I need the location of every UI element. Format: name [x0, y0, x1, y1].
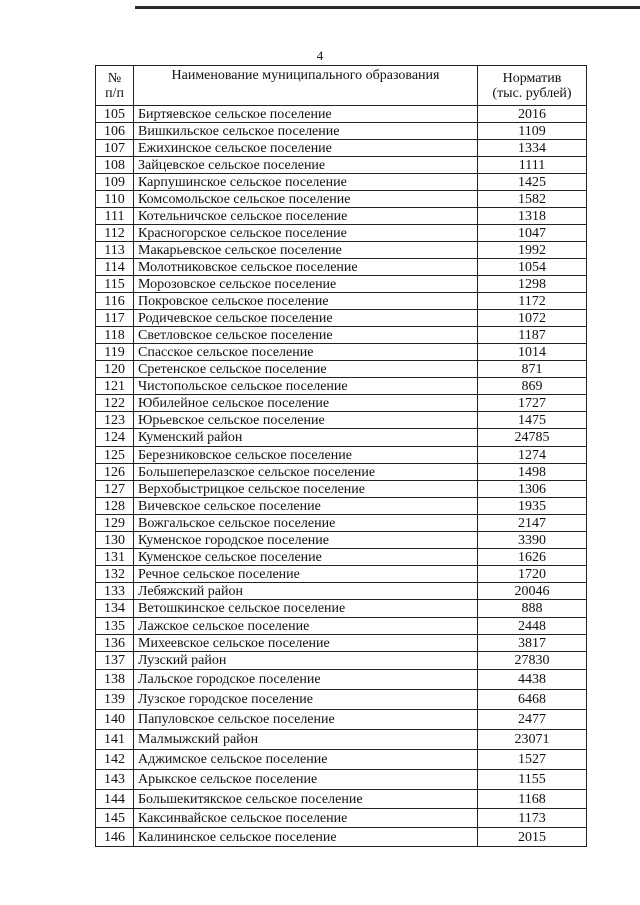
row-value: 24785 [478, 429, 587, 447]
table-row [96, 481, 587, 498]
table-row [96, 670, 587, 690]
row-number: 143 [96, 770, 134, 790]
row-value: 1111 [478, 157, 587, 174]
table-row [96, 618, 587, 635]
row-number: 118 [96, 327, 134, 344]
table-row [96, 106, 587, 123]
row-name: Карпушинское сельское поселение [134, 174, 478, 191]
table-row [96, 730, 587, 750]
row-name: Чистопольское сельское поселение [134, 378, 478, 395]
table-row [96, 750, 587, 770]
table-row [96, 429, 587, 447]
row-value: 1168 [478, 790, 587, 809]
row-number: 132 [96, 566, 134, 583]
row-value: 1626 [478, 549, 587, 566]
row-value: 1072 [478, 310, 587, 327]
row-value: 1334 [478, 140, 587, 157]
page-number: 4 [316, 48, 324, 63]
row-name: Речное сельское поселение [134, 566, 478, 583]
row-value: 3817 [478, 635, 587, 652]
norms-table [95, 65, 587, 847]
row-value: 1727 [478, 395, 587, 412]
row-name: Аджимское сельское поселение [134, 750, 478, 770]
row-name: Березниковское сельское поселение [134, 447, 478, 464]
row-number: 115 [96, 276, 134, 293]
row-number: 142 [96, 750, 134, 770]
table-row [96, 652, 587, 670]
row-number: 107 [96, 140, 134, 157]
row-number: 133 [96, 583, 134, 600]
row-name: Молотниковское сельское поселение [134, 259, 478, 276]
row-value: 2147 [478, 515, 587, 532]
header-value-line2: (тыс. рублей) [492, 85, 572, 101]
header-value [478, 66, 587, 106]
row-name: Калининское сельское поселение [134, 828, 478, 847]
row-number: 138 [96, 670, 134, 690]
row-value: 1475 [478, 412, 587, 429]
table-row [96, 157, 587, 174]
row-number: 105 [96, 106, 134, 123]
table-row [96, 378, 587, 395]
row-number: 137 [96, 652, 134, 670]
table-row [96, 600, 587, 618]
row-name: Папуловское сельское поселение [134, 710, 478, 730]
row-name: Спасское сельское поселение [134, 344, 478, 361]
row-value: 20046 [478, 583, 587, 600]
row-value: 23071 [478, 730, 587, 750]
row-value: 1720 [478, 566, 587, 583]
row-value: 2448 [478, 618, 587, 635]
header-number-line1: № [107, 70, 122, 86]
row-value: 1527 [478, 750, 587, 770]
table-row [96, 310, 587, 327]
row-name: Ветошкинское сельское поселение [134, 600, 478, 618]
row-value: 1992 [478, 242, 587, 259]
table-row [96, 447, 587, 464]
row-value: 1425 [478, 174, 587, 191]
row-name: Куменский район [134, 429, 478, 447]
row-name: Большеперелазское сельское поселение [134, 464, 478, 481]
table-row [96, 790, 587, 809]
table-row [96, 123, 587, 140]
row-number: 126 [96, 464, 134, 481]
row-value: 1172 [478, 293, 587, 310]
row-value: 1935 [478, 498, 587, 515]
row-name: Вожгальское сельское поселение [134, 515, 478, 532]
row-name: Арыкское сельское поселение [134, 770, 478, 790]
row-number: 145 [96, 809, 134, 828]
row-number: 125 [96, 447, 134, 464]
table-row [96, 174, 587, 191]
header-name-text: Наименование муниципального образования [171, 68, 440, 83]
table-row [96, 690, 587, 710]
row-number: 128 [96, 498, 134, 515]
row-value: 6468 [478, 690, 587, 710]
header-number [96, 66, 134, 106]
row-value: 1014 [478, 344, 587, 361]
row-number: 123 [96, 412, 134, 429]
row-name: Каксинвайское сельское поселение [134, 809, 478, 828]
row-value: 1498 [478, 464, 587, 481]
table-row [96, 191, 587, 208]
row-name: Макарьевское сельское поселение [134, 242, 478, 259]
row-number: 127 [96, 481, 134, 498]
top-border-line [135, 6, 640, 9]
row-value: 1155 [478, 770, 587, 790]
row-name: Лажское сельское поселение [134, 618, 478, 635]
table-row [96, 710, 587, 730]
row-name: Комсомольское сельское поселение [134, 191, 478, 208]
row-value: 3390 [478, 532, 587, 549]
table-row [96, 532, 587, 549]
row-number: 141 [96, 730, 134, 750]
table-body [96, 106, 587, 847]
row-name: Малмыжский район [134, 730, 478, 750]
row-number: 113 [96, 242, 134, 259]
row-name: Котельничское сельское поселение [134, 208, 478, 225]
table-row [96, 276, 587, 293]
row-number: 121 [96, 378, 134, 395]
row-value: 1298 [478, 276, 587, 293]
table-row [96, 583, 587, 600]
table-row [96, 208, 587, 225]
row-value: 2477 [478, 710, 587, 730]
table-row [96, 498, 587, 515]
table-row [96, 828, 587, 847]
table-row [96, 395, 587, 412]
row-value: 4438 [478, 670, 587, 690]
row-value: 2016 [478, 106, 587, 123]
row-number: 119 [96, 344, 134, 361]
row-name: Юрьевское сельское поселение [134, 412, 478, 429]
table-row [96, 327, 587, 344]
header-name [134, 66, 478, 106]
row-number: 108 [96, 157, 134, 174]
row-value: 888 [478, 600, 587, 618]
table-row [96, 293, 587, 310]
row-value: 27830 [478, 652, 587, 670]
table-row [96, 225, 587, 242]
row-number: 114 [96, 259, 134, 276]
row-number: 112 [96, 225, 134, 242]
table-header-row [96, 66, 587, 106]
row-name: Лальское городское поселение [134, 670, 478, 690]
row-name: Биртяевское сельское поселение [134, 106, 478, 123]
row-number: 120 [96, 361, 134, 378]
row-value: 1173 [478, 809, 587, 828]
table-row [96, 259, 587, 276]
header-number-line2: п/п [105, 85, 124, 101]
row-number: 117 [96, 310, 134, 327]
table-row [96, 242, 587, 259]
row-number: 122 [96, 395, 134, 412]
row-name: Ежихинское сельское поселение [134, 140, 478, 157]
row-value: 1306 [478, 481, 587, 498]
row-value: 1187 [478, 327, 587, 344]
row-number: 136 [96, 635, 134, 652]
row-value: 1054 [478, 259, 587, 276]
row-value: 1109 [478, 123, 587, 140]
table-row [96, 344, 587, 361]
row-name: Светловское сельское поселение [134, 327, 478, 344]
row-name: Покровское сельское поселение [134, 293, 478, 310]
row-value: 1274 [478, 447, 587, 464]
row-number: 140 [96, 710, 134, 730]
row-number: 134 [96, 600, 134, 618]
row-name: Верхобыстрицкое сельское поселение [134, 481, 478, 498]
table-row [96, 549, 587, 566]
row-number: 139 [96, 690, 134, 710]
row-number: 109 [96, 174, 134, 191]
row-number: 110 [96, 191, 134, 208]
row-value: 2015 [478, 828, 587, 847]
row-value: 869 [478, 378, 587, 395]
table-row [96, 361, 587, 378]
row-name: Вичевское сельское поселение [134, 498, 478, 515]
header-value-line1: Норматив [502, 70, 562, 86]
table-row [96, 809, 587, 828]
row-value: 871 [478, 361, 587, 378]
table-row [96, 566, 587, 583]
table-row [96, 635, 587, 652]
table-row [96, 140, 587, 157]
row-number: 111 [96, 208, 134, 225]
row-number: 124 [96, 429, 134, 447]
row-name: Морозовское сельское поселение [134, 276, 478, 293]
table-row [96, 770, 587, 790]
row-name: Большекитякское сельское поселение [134, 790, 478, 809]
row-number: 106 [96, 123, 134, 140]
row-name: Юбилейное сельское поселение [134, 395, 478, 412]
row-value: 1318 [478, 208, 587, 225]
row-name: Сретенское сельское поселение [134, 361, 478, 378]
table-row [96, 412, 587, 429]
row-name: Куменское городское поселение [134, 532, 478, 549]
row-name: Красногорское сельское поселение [134, 225, 478, 242]
row-name: Родичевское сельское поселение [134, 310, 478, 327]
row-number: 146 [96, 828, 134, 847]
table-row [96, 464, 587, 481]
row-name: Лузское городское поселение [134, 690, 478, 710]
row-name: Лузский район [134, 652, 478, 670]
row-value: 1582 [478, 191, 587, 208]
row-name: Зайцевское сельское поселение [134, 157, 478, 174]
row-name: Михеевское сельское поселение [134, 635, 478, 652]
row-value: 1047 [478, 225, 587, 242]
row-number: 129 [96, 515, 134, 532]
row-name: Лебяжский район [134, 583, 478, 600]
row-number: 144 [96, 790, 134, 809]
row-number: 130 [96, 532, 134, 549]
table-row [96, 515, 587, 532]
row-number: 116 [96, 293, 134, 310]
row-name: Куменское сельское поселение [134, 549, 478, 566]
row-name: Вишкильское сельское поселение [134, 123, 478, 140]
row-number: 131 [96, 549, 134, 566]
row-number: 135 [96, 618, 134, 635]
